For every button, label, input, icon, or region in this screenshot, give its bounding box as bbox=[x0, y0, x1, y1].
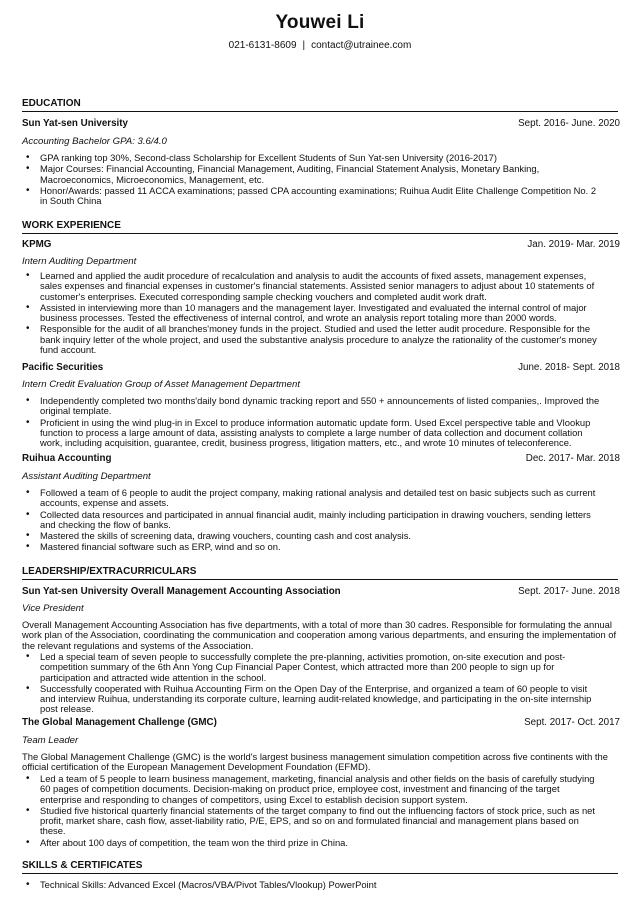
list-item: • Independently completed two months'daily bond dynamic tracking report and 550 + announcements of listed companies,. Improved the original template. bbox=[22, 396, 602, 417]
skills-bullets bbox=[22, 880, 602, 891]
section-title-leadership: LEADERSHIP/EXTRACURRICULARS bbox=[22, 566, 618, 580]
list-item: • Assisted in interviewing more than 10 managers and the management layer. Investigated and evaluated the internal control of major business processes. Tested the effectiveness of internal control, and wrote an analysis report totaling more than 2000 words. bbox=[22, 303, 602, 324]
leadership-role: Team Leader bbox=[22, 735, 79, 746]
list-item: • Led a special team of seven people to successfully complete the pre-planning, activities promotion, on-site execution and post-competition summary of the 6th Ann Yong Cup Financial Paper Contest, which attracted more than 200 people to sign up for participation and attracted wide attention in the school. bbox=[22, 652, 602, 683]
job-dates: Dec. 2017- Mar. 2018 bbox=[525, 453, 620, 464]
candidate-name: Youwei Li bbox=[275, 12, 365, 33]
section-title-skills: SKILLS & CERTIFICATES bbox=[22, 860, 618, 874]
education-header bbox=[22, 118, 620, 129]
job-bullets-ruihua bbox=[22, 488, 602, 554]
job-header-ruihua bbox=[22, 453, 620, 464]
job-role: Intern Auditing Department bbox=[22, 256, 137, 267]
leadership-summary: Overall Management Accounting Association has five departments, with a total of more than 30 cadres. Responsible for formulating the annual work plan of the Association, coordinating the communication and cooperation among various departments, and ensuring the implementation of the relevant regulations and systems of the Association. bbox=[22, 619, 617, 651]
leadership-dates: Sept. 2017- Oct. 2017 bbox=[524, 717, 620, 728]
company-name: Ruihua Accounting bbox=[22, 453, 112, 464]
company-name: KPMG bbox=[22, 239, 52, 250]
job-bullets-kpmg bbox=[22, 271, 602, 356]
email-address: contact@utrainee.com bbox=[311, 40, 412, 51]
organization-name: The Global Management Challenge (GMC) bbox=[22, 717, 217, 728]
section-title-work: WORK EXPERIENCE bbox=[22, 220, 618, 234]
leadership-role: Vice President bbox=[22, 603, 84, 614]
leadership-bullets-gmc bbox=[22, 774, 602, 849]
list-item: • Collected data resources and participated in annual financial audit, mainly including participation in drawing vouchers, sending letters and checking the flow of banks. bbox=[22, 510, 602, 531]
list-item: • Proficient in using the wind plug-in in Excel to produce information automatic update form. Used Excel perspective table and Vlookup function to process a large amount of data, assisting analysts to complete a large number of data collection and document collation work, including acquisition, guarantee, credit, business progress, litigation matters, etc., and wrote 10 minutes of teleconference. bbox=[22, 418, 602, 449]
list-item: • GPA ranking top 30%, Second-class Scholarship for Excellent Students of Sun Yat-sen University (2016-2017) bbox=[22, 153, 602, 163]
list-item: • Led a team of 5 people to learn business management, marketing, financial analysis and other fields on the basis of carefully studying 60 pages of competition documents. Decision-making on product price, employee cost, investment and financing of the target enterprise and responding to changes of competitors, using Excel to establish decision support system. bbox=[22, 774, 602, 805]
leadership-bullets-association bbox=[22, 652, 602, 716]
section-title-education: EDUCATION bbox=[22, 98, 618, 112]
job-header-pacific bbox=[22, 362, 620, 373]
leadership-summary: The Global Management Challenge (GMC) is the world's largest business management simulation competition across five continents with the official certification of the European Management Development Foundation (EFMD). bbox=[22, 751, 608, 773]
list-item: • Followed a team of 6 people to audit the project company, making rational analysis and detailed test on basic subjects such as current accounts, expense and assets. bbox=[22, 488, 602, 509]
list-item: • Mastered the skills of screening data, drawing vouchers, counting cash and cost analysis. bbox=[22, 531, 602, 541]
phone-number: 021-6131-8609 bbox=[228, 40, 297, 51]
company-name: Pacific Securities bbox=[22, 362, 104, 373]
list-item: • Successfully cooperated with Ruihua Accounting Firm on the Open Day of the Enterprise, and organized a team of 60 people to visit and interview Ruihua, understanding its corporate culture, learning audit-related knowledge, and participating in the on-site internship post release. bbox=[22, 684, 602, 715]
organization-name: Sun Yat-sen University Overall Management Accounting Association bbox=[22, 586, 341, 597]
leadership-header-gmc bbox=[22, 717, 620, 728]
job-dates: June. 2018- Sept. 2018 bbox=[518, 362, 620, 373]
education-bullets bbox=[22, 153, 602, 207]
list-item: • Technical Skills: Advanced Excel (Macros/VBA/Pivot Tables/Vlookup) PowerPoint bbox=[22, 880, 602, 890]
list-item: • Honor/Awards: passed 11 ACCA examinations; passed CPA accounting examinations; Ruihua Audit Elite Challenge Competition No. 2 in South China bbox=[22, 186, 602, 207]
list-item: • Responsible for the audit of all branches'money funds in the project. Studied and used the letter audit procedure. Responsible for the bank inquiry letter of the whole project, and used the substantive analysis procedure to analyze the rationality of the customer's money fund account. bbox=[22, 324, 602, 355]
job-bullets-pacific bbox=[22, 396, 602, 449]
education-dates: Sept. 2016- June. 2020 bbox=[518, 118, 620, 129]
contact-line bbox=[0, 40, 640, 51]
degree-line: Accounting Bachelor GPA: 3.6/4.0 bbox=[22, 136, 167, 147]
leadership-header-association bbox=[22, 586, 620, 597]
contact-separator: | bbox=[302, 40, 306, 51]
job-role: Assistant Auditing Department bbox=[22, 471, 151, 482]
school-name: Sun Yat-sen University bbox=[22, 118, 128, 129]
list-item: • After about 100 days of competition, the team won the third prize in China. bbox=[22, 838, 602, 848]
list-item: • Mastered financial software such as ERP, wind and so on. bbox=[22, 542, 602, 552]
leadership-dates: Sept. 2017- June. 2018 bbox=[518, 586, 620, 597]
job-header-kpmg bbox=[22, 239, 620, 250]
list-item: • Studied five historical quarterly financial statements of the target company to find out the influencing factors of stock price, such as net profit, market share, cash flow, asset-liability ratio, P/E, EPS, and so on and formulated financial and management plans based on these. bbox=[22, 806, 602, 837]
list-item: • Major Courses: Financial Accounting, Financial Management, Auditing, Financial Statement Analysis, Monetary Banking, Macroeconomics, Microeconomics, Management, etc. bbox=[22, 164, 602, 185]
job-dates: Jan. 2019- Mar. 2019 bbox=[527, 239, 620, 250]
job-role: Intern Credit Evaluation Group of Asset Management Department bbox=[22, 379, 301, 390]
list-item: • Learned and applied the audit procedure of recalculation and analysis to audit the accounts of fixed assets, management expenses, sales expenses and financial expenses in customer's financial statements. Assisted senior managers to adjust about 10 statements of customer's enterprises. Executed corresponding sample checking vouchers and completed audit work draft. bbox=[22, 271, 602, 302]
